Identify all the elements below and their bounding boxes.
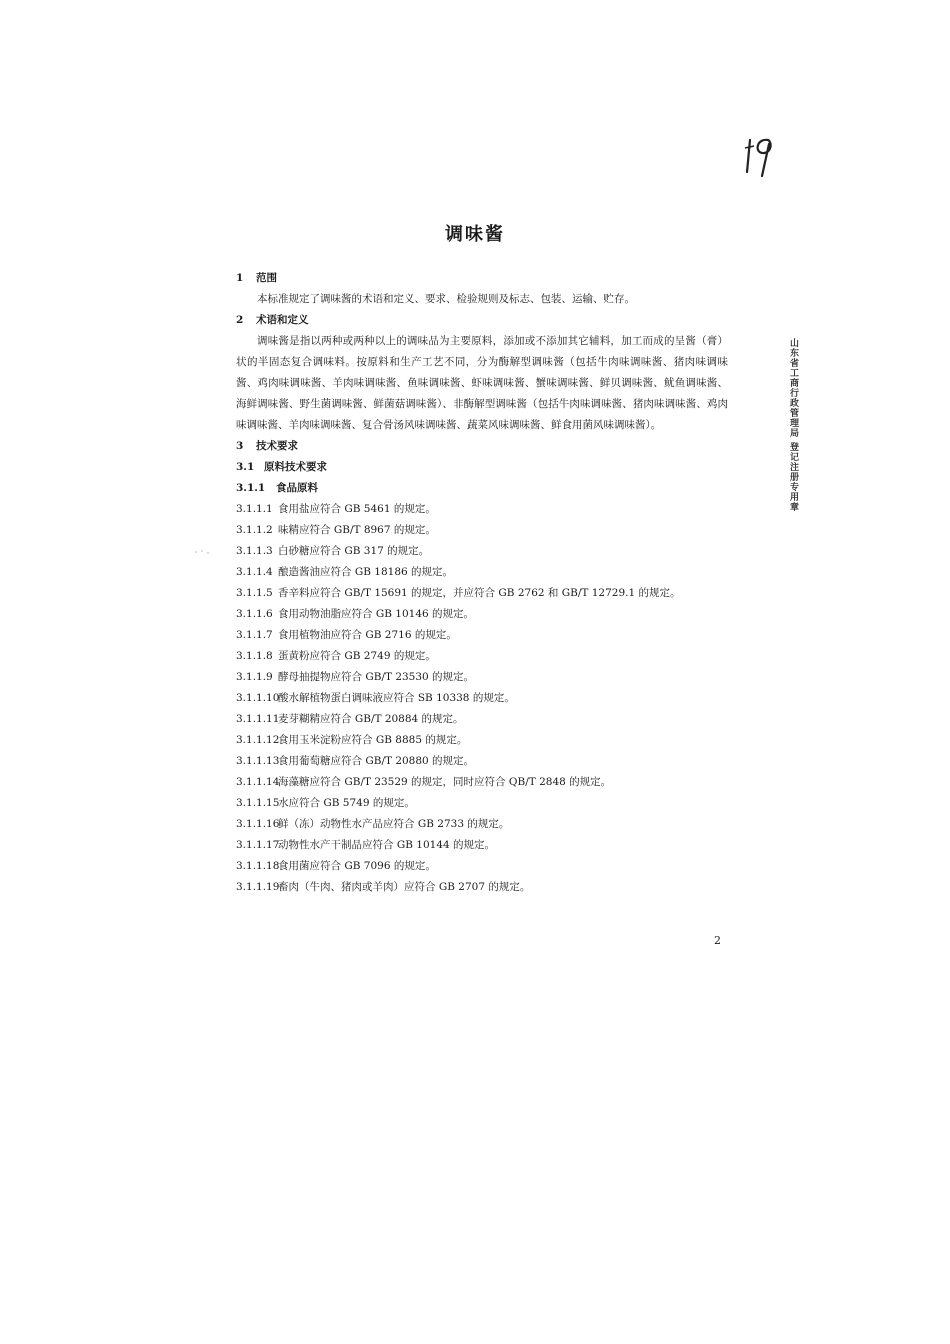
item-number: 3.1.1.2 (236, 524, 273, 536)
item-text: 麦芽糊精应符合 GB/T 20884 的规定。 (278, 713, 464, 725)
item-text: 味精应符合 GB/T 8967 的规定。 (278, 524, 436, 536)
item-text: 食用动物油脂应符合 GB 10146 的规定。 (278, 608, 475, 620)
item-text: 食用玉米淀粉应符合 GB 8885 的规定。 (278, 734, 468, 746)
list-item (236, 541, 728, 562)
section-number: 3.1 (236, 461, 255, 473)
item-text: 蛋黄粉应符合 GB 2749 的规定。 (278, 650, 436, 662)
list-item (236, 877, 728, 898)
list-item (236, 793, 728, 814)
scope-paragraph: 本标准规定了调味酱的术语和定义、要求、检验规则及标志、包装、运输、贮存。 (257, 293, 635, 305)
terms-paragraph: 调味酱是指以两种或两种以上的调味品为主要原料，添加或不添加其它辅料，加工而成的呈酱（膏）状的半固态复合调味料。按原料和生产工艺不同，分为酶解型调味酱（包括牛肉味调味酱、猪肉味调味酱、鸡肉味调味酱、羊肉味调味酱、鱼味调味酱、虾味调味酱、蟹味调味酱、鲜贝调味酱、鱿鱼调味酱、海鲜调味酱、野生菌调味酱、鲜菌菇调味酱）、非酶解型调味酱（包括牛肉味调味酱、猪肉味调味酱、鸡肉味调味酱、羊肉味调味酱、复合骨汤风味调味酱、蔬菜风味调味酱、鲜食用菌风味调味酱）。 (236, 335, 728, 431)
item-text: 动物性水产干制品应符合 GB 10144 的规定。 (278, 839, 496, 851)
item-number: 3.1.1.14 (236, 776, 280, 788)
item-number: 3.1.1.18 (236, 860, 280, 872)
item-number: 3.1.1.12 (236, 734, 280, 746)
item-number: 3.1.1.7 (236, 629, 273, 641)
list-item (236, 730, 728, 751)
item-number: 3.1.1.6 (236, 608, 273, 620)
list-item (236, 688, 728, 709)
registration-stamp: 山东省工商行政管理局 登记注册专用章 (788, 338, 798, 513)
item-text: 畜肉（牛肉、猪肉或羊肉）应符合 GB 2707 的规定。 (278, 881, 531, 893)
list-item (236, 604, 728, 625)
list-item (236, 520, 728, 541)
item-text: 食用植物油应符合 GB 2716 的规定。 (278, 629, 457, 641)
list-item (236, 814, 728, 835)
handwritten-page-mark (742, 132, 780, 178)
item-text: 水应符合 GB 5749 的规定。 (278, 797, 415, 809)
item-text: 酸水解植物蛋白调味液应符合 SB 10338 的规定。 (278, 692, 515, 704)
item-text: 食用盐应符合 GB 5461 的规定。 (278, 503, 436, 515)
item-number: 3.1.1.16 (236, 818, 280, 830)
list-item (236, 646, 728, 667)
item-number: 3.1.1.4 (236, 566, 273, 578)
section-title: 术语和定义 (256, 314, 309, 326)
section-title: 原料技术要求 (264, 461, 327, 473)
item-number: 3.1.1.17 (236, 839, 280, 851)
section-heading-terms (236, 310, 728, 331)
section-number: 1 (236, 272, 244, 284)
section-number: 3.1.1 (236, 482, 266, 494)
item-number: 3.1.1.9 (236, 671, 273, 683)
item-number: 3.1.1.1 (236, 503, 273, 515)
section-number: 3 (236, 440, 244, 452)
item-number: 3.1.1.15 (236, 797, 280, 809)
section-heading-scope (236, 268, 728, 289)
item-number: 3.1.1.11 (236, 713, 280, 725)
list-item (236, 856, 728, 877)
item-text: 鲜（冻）动物性水产品应符合 GB 2733 的规定。 (278, 818, 510, 830)
page-number: 2 (714, 934, 721, 947)
item-number: 3.1.1.19 (236, 881, 280, 893)
document-body (236, 268, 728, 898)
list-item (236, 625, 728, 646)
item-number: 3.1.1.13 (236, 755, 280, 767)
item-text: 酿造酱油应符合 GB 18186 的规定。 (278, 566, 454, 578)
section-title: 范围 (256, 272, 277, 284)
subsection-heading-food-materials (236, 478, 728, 499)
section-title: 食品原料 (276, 482, 318, 494)
item-number: 3.1.1.5 (236, 587, 273, 599)
list-item (236, 667, 728, 688)
item-number: 3.1.1.3 (236, 545, 273, 557)
list-item (236, 751, 728, 772)
section-title: 技术要求 (256, 440, 298, 452)
item-number: 3.1.1.10 (236, 692, 280, 704)
subsection-heading-raw-materials (236, 457, 728, 478)
list-item (236, 583, 728, 604)
item-text: 白砂糖应符合 GB 317 的规定。 (278, 545, 430, 557)
section-heading-requirements (236, 436, 728, 457)
list-item (236, 772, 728, 793)
item-text: 食用葡萄糖应符合 GB/T 20880 的规定。 (278, 755, 475, 767)
item-text: 酵母抽提物应符合 GB/T 23530 的规定。 (278, 671, 475, 683)
item-text: 食用菌应符合 GB 7096 的规定。 (278, 860, 436, 872)
list-item (236, 562, 728, 583)
section-number: 2 (236, 314, 244, 326)
item-text: 香辛料应符合 GB/T 15691 的规定，并应符合 GB 2762 和 GB/T 12729.1 的规定。 (278, 587, 681, 599)
item-number: 3.1.1.8 (236, 650, 273, 662)
list-item (236, 499, 728, 520)
requirement-list (236, 499, 728, 898)
item-text: 海藻糖应符合 GB/T 23529 的规定，同时应符合 QB/T 2848 的规定。 (278, 776, 612, 788)
list-item (236, 709, 728, 730)
scan-speck (193, 547, 211, 557)
list-item (236, 835, 728, 856)
document-title: 调味酱 (445, 224, 505, 245)
